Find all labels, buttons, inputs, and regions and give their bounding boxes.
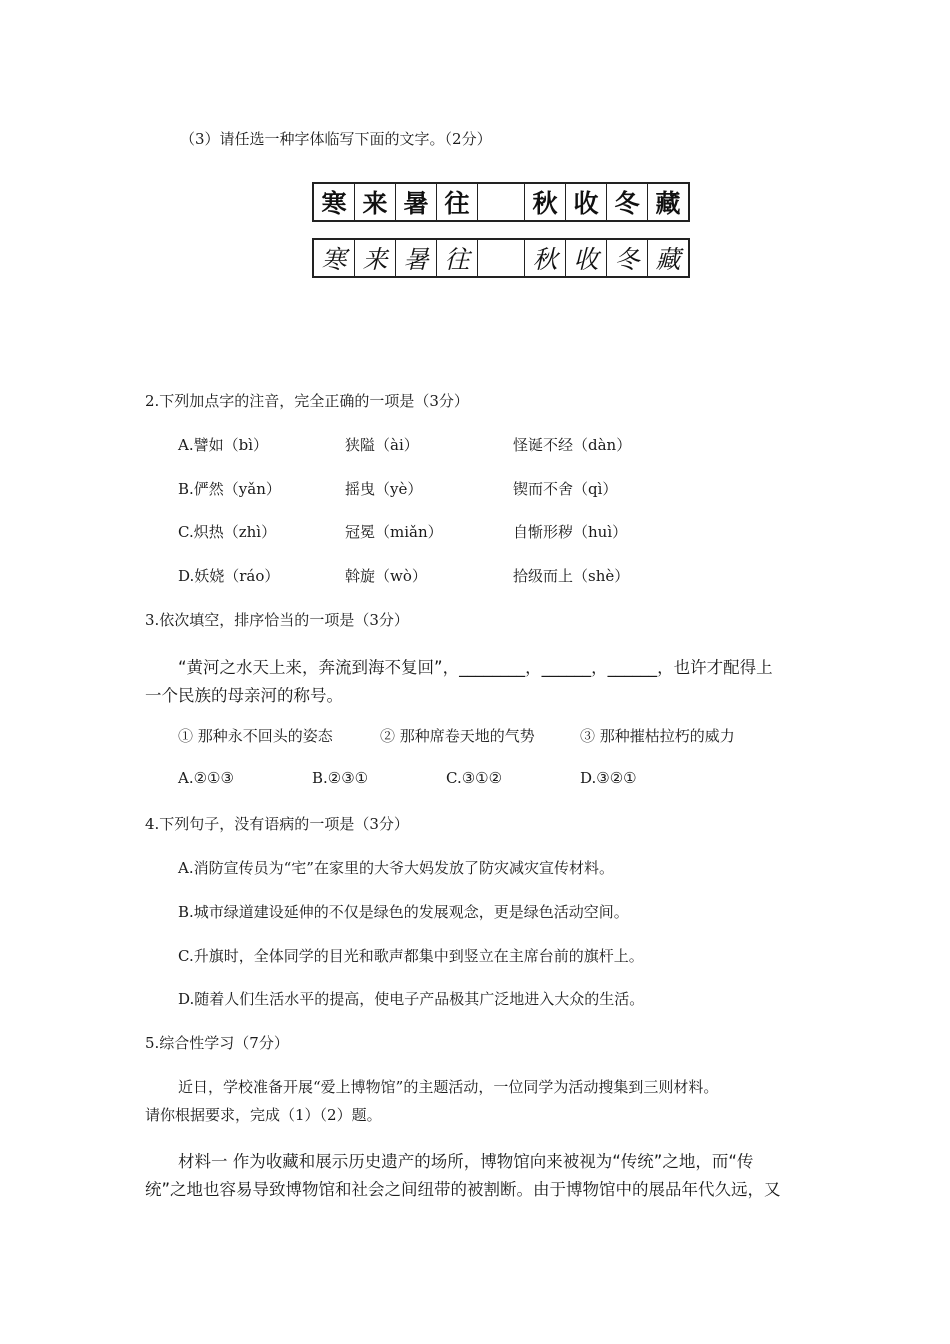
q5-material-line1: 材料一 作为收藏和展示历史遗产的场所，博物馆向来被视为“传统”之地，而“传 [178, 1152, 754, 1171]
calligraphy-char: 暑 [396, 184, 437, 220]
calligraphy-grid-printed [312, 182, 690, 222]
q3-choice-c: C.③①② [446, 769, 503, 787]
q2-option-c-3: 自惭形秽（huì） [513, 523, 628, 541]
q3-phrase-3: ③ 那种摧枯拉朽的威力 [580, 727, 735, 745]
q2-option-a-2: 狭隘（ài） [345, 436, 419, 454]
q3-phrase-1: ① 那种永不回头的姿态 [178, 727, 333, 745]
q5-stem: 5.综合性学习（7分） [145, 1034, 289, 1052]
q3-phrase-2: ② 那种席卷天地的气势 [380, 727, 535, 745]
calligraphy-char: 来 [355, 184, 396, 220]
calligraphy-char: 冬 [607, 184, 648, 220]
calligraphy-char: 来 [355, 240, 396, 276]
q4-option-c: C.升旗时，全体同学的目光和歌声都集中到竖立在主席台前的旗杆上。 [178, 947, 644, 965]
q3-choice-b: B.②③① [312, 769, 369, 787]
calligraphy-char: 暑 [396, 240, 437, 276]
q2-option-b-3: 锲而不舍（qì） [513, 480, 618, 498]
calligraphy-char: 寒 [314, 184, 355, 220]
q5-intro-line1: 近日，学校准备开展“爱上博物馆”的主题活动，一位同学为活动搜集到三则材料。 [178, 1078, 719, 1096]
calligraphy-char: 寒 [314, 240, 355, 276]
q2-option-d-1: D.妖娆（ráo） [178, 567, 280, 585]
calligraphy-char: 秋 [525, 184, 566, 220]
calligraphy-blank-cell [478, 184, 525, 220]
q3-choice-a: A.②①③ [178, 769, 234, 787]
calligraphy-char: 收 [566, 184, 607, 220]
q2-option-d-2: 斡旋（wò） [345, 567, 427, 585]
q3-passage-line2: 一个民族的母亲河的称号。 [145, 686, 343, 705]
q2-stem: 2.下列加点字的注音，完全正确的一项是（3分） [145, 392, 469, 410]
q5-material-line2: 统”之地也容易导致博物馆和社会之间纽带的被割断。由于博物馆中的展品年代久远，又 [145, 1180, 781, 1199]
q2-option-d-3: 拾级而上（shè） [513, 567, 630, 585]
calligraphy-char: 藏 [655, 245, 681, 274]
calligraphy-char: 冬 [607, 240, 648, 276]
q2-option-c-2: 冠冕（miǎn） [345, 523, 443, 541]
q4-option-d: D.随着人们生活水平的提高，使电子产品极其广泛地进入大众的生活。 [178, 990, 645, 1008]
calligraphy-char: 往 [437, 240, 478, 276]
q2-option-c-1: C.炽热（zhì） [178, 523, 277, 541]
q3-stem: 3.依次填空，排序恰当的一项是（3分） [145, 611, 409, 629]
calligraphy-char: 往 [437, 184, 478, 220]
calligraphy-grid-cursive [312, 238, 690, 278]
q2-option-a-3: 怪诞不经（dàn） [513, 436, 632, 454]
q4-stem: 4.下列句子，没有语病的一项是（3分） [145, 815, 409, 833]
calligraphy-char: 秋 [525, 240, 566, 276]
calligraphy-char: 藏 [655, 189, 681, 218]
q2-option-a-1: A.譬如（bì） [178, 436, 269, 454]
calligraphy-blank-cell [478, 240, 525, 276]
q2-option-b-1: B.俨然（yǎn） [178, 480, 281, 498]
q1-3-prompt: （3）请任选一种字体临写下面的文字。（2分） [180, 130, 492, 148]
q5-intro-line2: 请你根据要求，完成（1）（2）题。 [145, 1106, 382, 1124]
q3-choice-d: D.③②① [580, 769, 637, 787]
q4-option-a: A.消防宣传员为“宅”在家里的大爷大妈发放了防灾减灾宣传材料。 [178, 859, 614, 877]
calligraphy-char: 收 [566, 240, 607, 276]
q4-option-b: B.城市绿道建设延伸的不仅是绿色的发展观念，更是绿色活动空间。 [178, 903, 629, 921]
q2-option-b-2: 摇曳（yè） [345, 480, 423, 498]
q3-passage-line1: “黄河之水天上来，奔流到海不复回”，________，______，______，也许才配得上 [178, 658, 773, 677]
